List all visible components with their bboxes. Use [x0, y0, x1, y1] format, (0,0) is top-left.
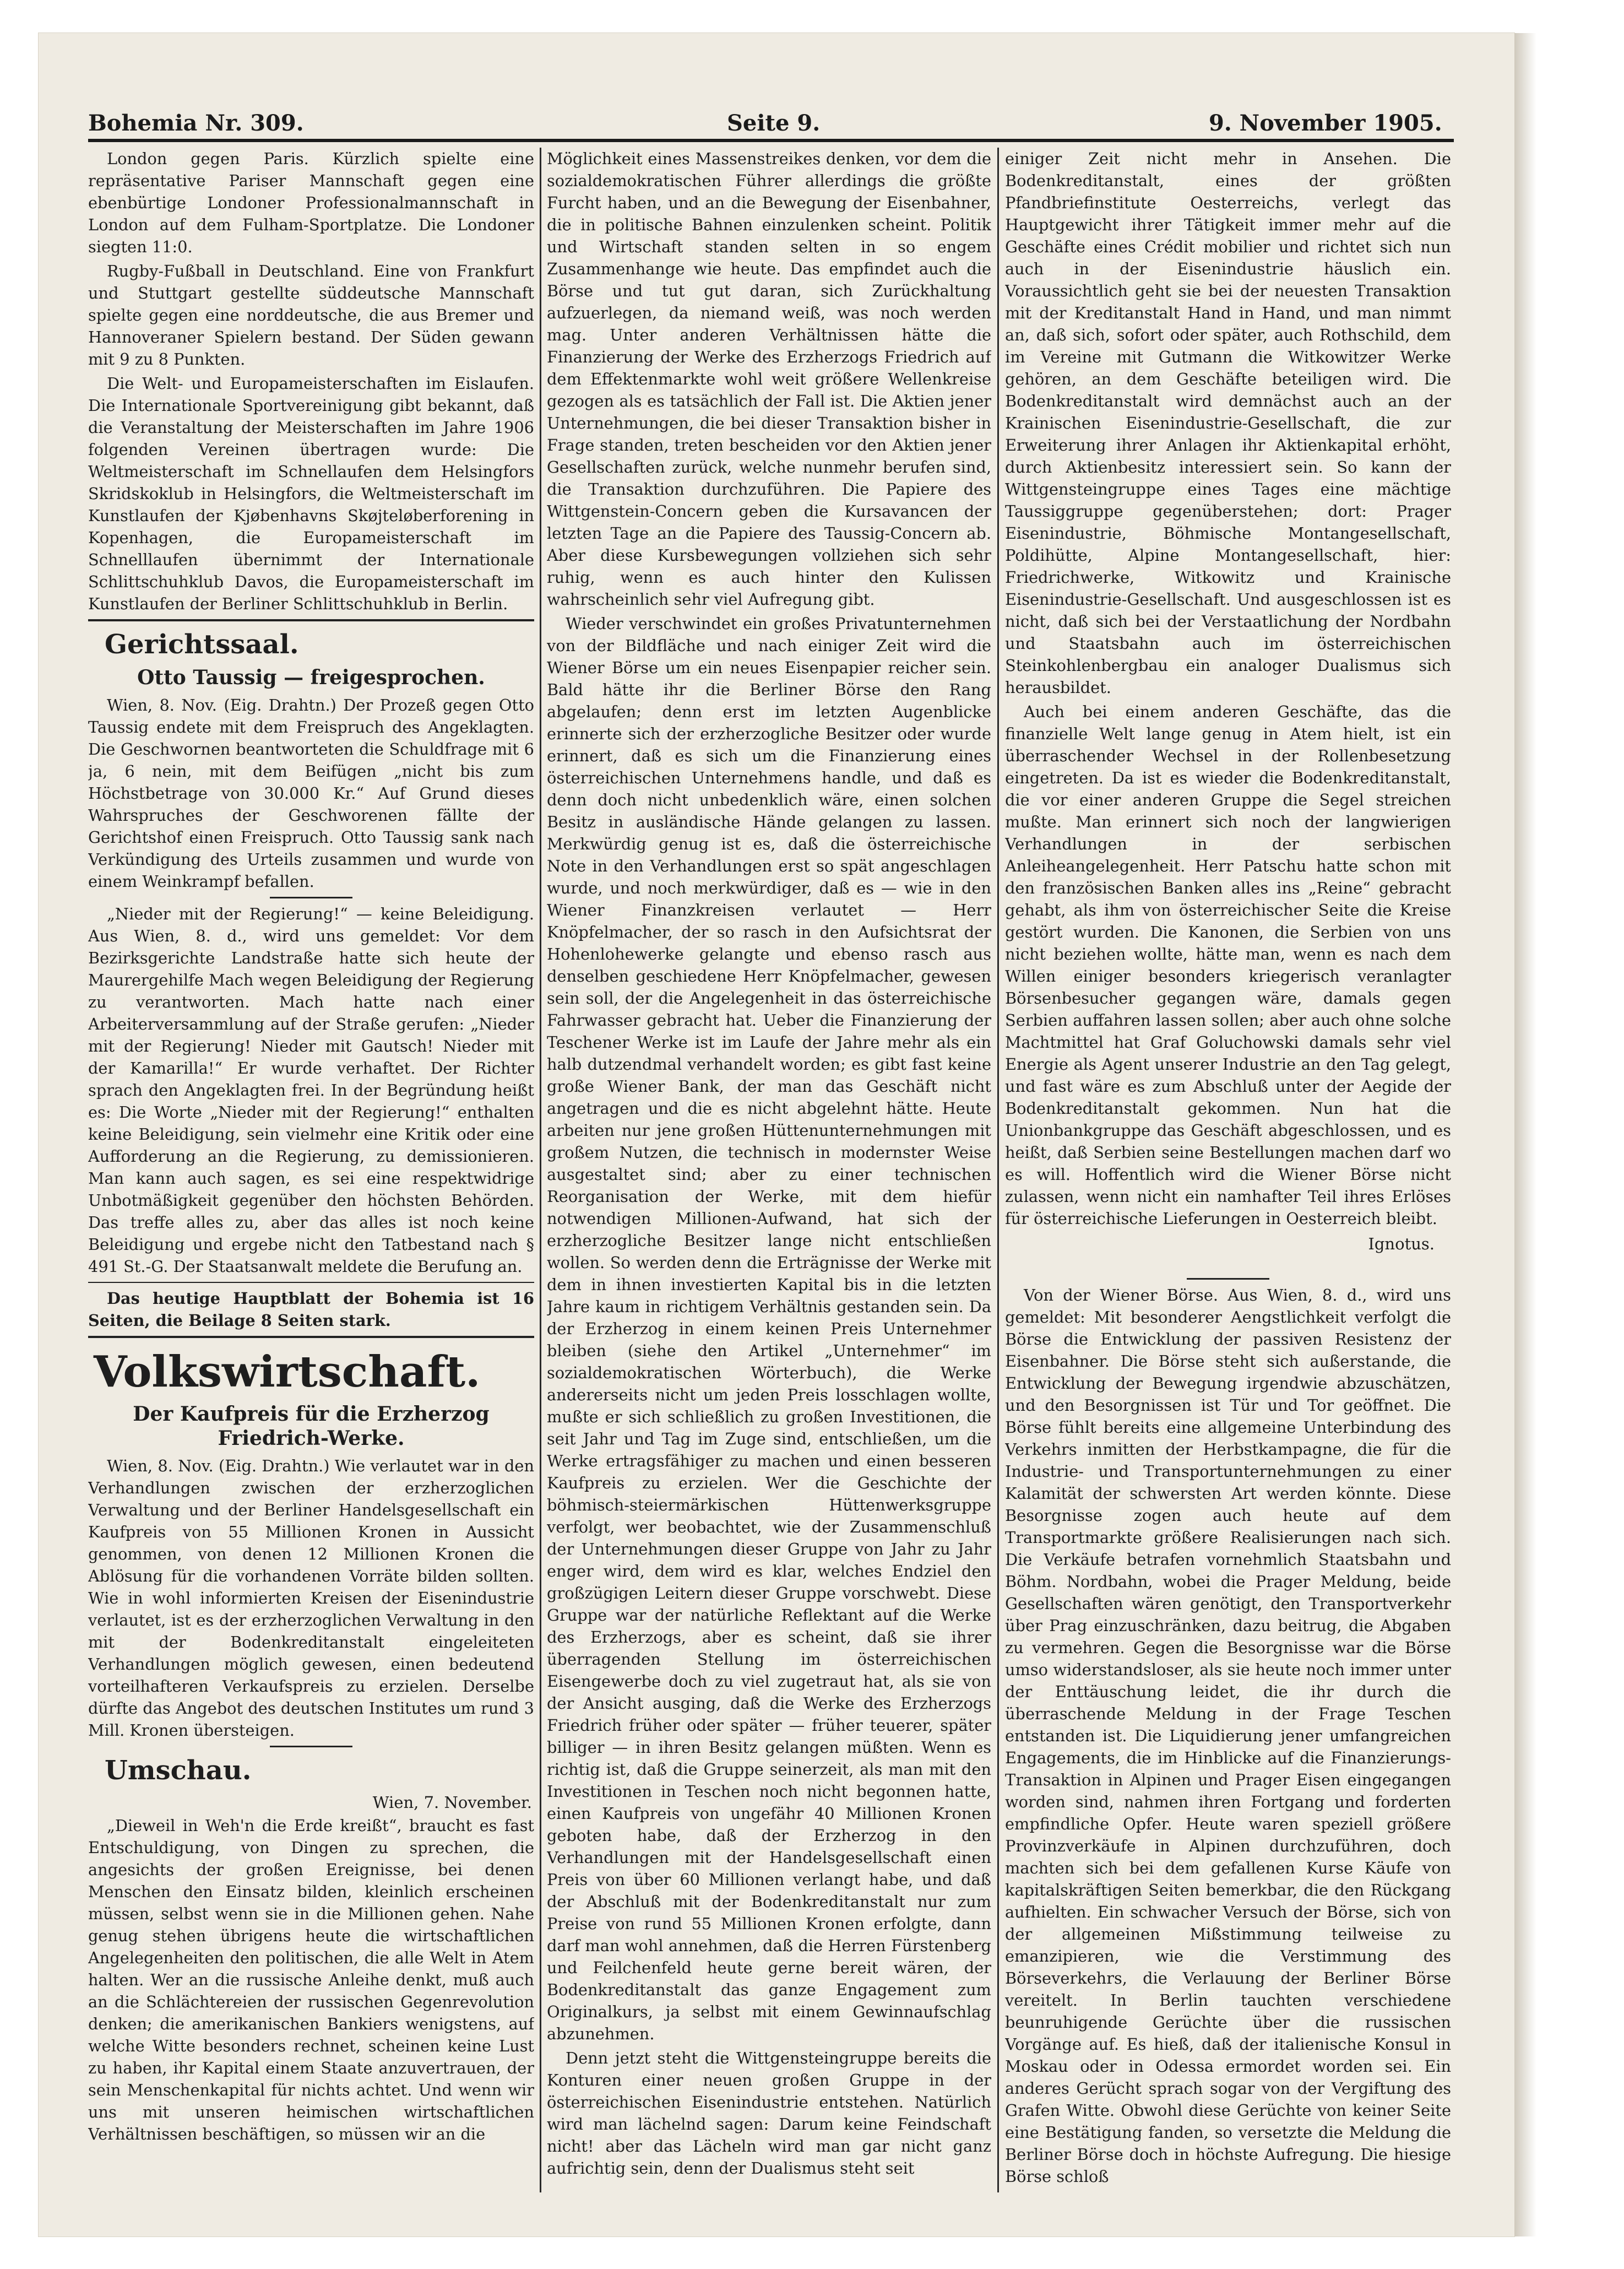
article-body-umschau-serbische-anleihe: Auch bei einem anderen Geschäfte, das die finanzielle Welt lange genug in Atem hielt, ist ein überraschender Wechsel in der Rollenbesetzung eingetreten. Da ist es wieder die Bodenkreditanstalt, die vor einer anderen Gruppe die Segel streichen mußte. Man erinnert sich noch der langwierigen Verhandlungen in der serbischen Anleiheangelegenheit. Herr Patschu hatte schon mit den französischen Banken alles ins „Reine“ gebracht gehabt, als ihm von österreichischer Seite die Kreise gestört wurden. Die Kanonen, die Serbien von uns nicht beziehen wollte, hätte man, wenn es nach dem Willen einiger besonders kriegerisch veranlagter Börsenbesucher gegangen wäre, damals gegen Serbien auffahren lassen sollen; aber auch ohne solche Machtmittel hat Graf Goluchowski damals sehr viel Energie als Agent unserer Industrie an den Tag gelegt, und fast wäre es zum Abschluß unter der Aegide der Bodenkreditanstalt gekommen. Nun hat die Unionbankgruppe das Geschäft abgeschlossen, und es heißt, daß Serbien seine Bestellungen machen darf wo es will. Hoffentlich wird die Wiener Börse nicht zulassen, wenn nicht ein namhafter Teil ihres Erlöses für österreichische Lieferungen in Oesterreich bleibt.: [1005, 702, 1451, 1228]
section-rule: [88, 619, 534, 621]
article-separator: [270, 1746, 352, 1747]
article-body-umschau-privatunternehmen: Wieder verschwindet ein großes Privatunternehmen von der Bildfläche und nach einiger Zeit wird die Wiener Börse um ein neues Eisenpapier reicher sein. Bald hätte ihr die Berliner Börse den Rang abgelaufen; denn erst im letzten Augenblicke erinnerte sich der erzherzogliche Besitzer oder wurde erinnert, daß es sich um die Finanzierung eines österreichischen Unternehmens handle, und daß es denn doch nicht unbedenklich wäre, einen solchen Besitz in ausländische Hände gelangen zu lassen. Merkwürdig genug ist es, daß die österreichische Note in den Verhandlungen erst so spät angeschlagen wurde, und noch merkwürdiger, daß es — wie in den Wiener Finanzkreisen verlautet — Herr Knöpfelmacher, der so rasch in den Aufsichtsrat der Hohenlohewerke gelangte und ebenso rasch aus denselben geschiedene Herr Knöpfelmacher, gewesen sein soll, der die Angelegenheit in das österreichische Fahrwasser gebracht hat. Ueber die Finanzierung der Teschener Werke ist im Laufe der Jahre mehr als ein halb dutzendmal verhandelt worden; es gibt fast keine große Wiener Bank, der man das Geschäft nicht angetragen und die es nicht abgelehnt hätte. Heute arbeiten nur jene großen Hüttenunternehmungen mit großem Nutzen, die technisch in modernster Weise ausgestaltet sind; aber zu einer technischen Reorganisation der Werke, mit dem hiefür notwendigen Millionen-Aufwand, hat sich der erzherzogliche Besitzer lange nicht entschließen wollen. So werden denn die Erträgnisse der Werke mit dem in ihnen investierten Kapital bis in die letzten Jahre kaum in richtigem Verhältnis gestanden sein. Da der Erzherzog in einem keinen Preis Unternehmer bleiben (siehe den Artikel „Unternehmer“ im sozialdemokratischen Wörterbuch), die Werke andererseits nicht um jeden Preis losschlagen wollte, mußte er sich schließlich zu großen Investitionen, die seit Jahr und Tag im Zuge sind, entschließen, um die Werke ertragsfähiger zu machen und einen besseren Kaufpreis zu erzielen. Wer die Geschichte der böhmisch-steiermärkischen Hüttenwerksgruppe verfolgt, wer beobachtet, wie der Zusammenschluß der Unternehmungen dieser Gruppe von Jahr zu Jahr enger wird, dem wird es klar, welches Endziel den großzügigen Leitern dieser Gruppe vorschwebt. Diese Gruppe war der natürliche Reflektant auf die Werke des Erzherzogs, aber es scheint, daß sie ihrer überragenden Stellung im österreichischen Eisengewerbe doch zu viel zugetraut hat, als sie von der Ansicht ausging, daß die Werke des Erzherzogs Friedrich früher oder später — früher teuerer, später billiger — in ihren Besitz gelangen müßten. Wenn es richtig ist, daß die Gruppe seinerzeit, als man mit den Investitionen in Teschen noch nicht begonnen hatte, einen Kaufpreis von ungefähr 40 Millionen Kronen geboten habe, daß der Erzherzog in den Verhandlungen mit der Handelsgesellschaft einen Preis von über 60 Millionen verlangt habe, und daß der Abschluß mit der Bodenkreditanstalt nur zum Preise von rund 55 Millionen Kronen erfolgte, dann darf man wohl annehmen, daß die Herren Fürstenberg und Feilchenfeld heute gerne bereit wären, der Bodenkreditanstalt das ganze Engagement zum Originalkurs, ja selbst mit einem Gewinnaufschlag abzunehmen.: [547, 614, 991, 2043]
section-rule: [88, 1336, 534, 1338]
page-count-notice: Das heutige Hauptblatt der Bohemia ist 16 Seiten, die Beilage 8 Seiten stark.: [88, 1289, 534, 1330]
section-title-volkswirtschaft: Volkswirtschaft.: [94, 1347, 481, 1397]
column-divider: [997, 148, 999, 2192]
article-body-taussig: Wien, 8. Nov. (Eig. Drahtn.) Der Prozeß gegen Otto Taussig endete mit dem Freispruch des Angeklagten. Die Geschwornen beantworteten die Schuldfrage mit 6 ja, 6 nein, mit dem Beifügen „nicht bis zum Höchstbetrage von 30.000 Kr.“ Auf Grund dieses Wahrspruches der Geschworenen fällte der Gerichtshof einen Freispruch. Otto Taussig sank nach Verkündigung des Urteils zusammen und wurde von einem Weinkrampf befallen.: [88, 696, 534, 891]
column-divider: [540, 148, 541, 2192]
sports-item-london-paris: London gegen Paris. Kürzlich spielte eine repräsentative Pariser Mannschaft gegen eine ebenbürtige Londoner Professionalmannschaft in London auf dem Fulham-Sportplatze. Die Londoner siegten 11:0.: [88, 149, 534, 256]
article-headline-kaufpreis: Der Kaufpreis für die Erzherzog Friedrich-Werke.: [133, 1402, 490, 1450]
column-1: [88, 148, 534, 2192]
article-body-kaufpreis: Wien, 8. Nov. (Eig. Drahtn.) Wie verlautet war in den Verhandlungen zwischen der erzherzoglichen Verwaltung und der Berliner Handelsgesellschaft ein Kaufpreis von 55 Millionen Kronen in Aussicht genommen, von denen 12 Millionen Kronen die Ablösung für die vorhandenen Vorräte bilden sollten. Wie in wohl informierten Kreisen der Eisenindustrie verlautet, ist es der erzherzoglichen Verwaltung in den mit der Bodenkreditanstalt eingeleiteten Verhandlungen möglich gewesen, einen bedeutend vorteilhafteren Verkaufspreis zu erzielen. Derselbe dürfte das Angebot des deutschen Institutes um rund 3 Mill. Kronen übersteigen.: [88, 1456, 534, 1740]
article-headline-taussig: Otto Taussig — freigesprochen.: [137, 666, 485, 689]
author-signature: Ignotus.: [1368, 1234, 1435, 1253]
article-body-umschau-continued: Möglichkeit eines Massenstreikes denken, vor dem die sozialdemokratischen Führer allerdings die größte Furcht haben, und an die Bewegung der Eisenbahner, die in politische Bahnen einzulenken scheint. Politik und Wirtschaft standen selten in so engem Zusammenhange wie heute. Das empfindet auch die Börse und tut gut daran, sich Zurückhaltung aufzuerlegen, da niemand weiß, was noch werden mag. Unter anderen Verhältnissen hätte die Finanzierung der Werke des Erzherzogs Friedrich auf dem Effektenmarkte wohl weit größere Wellenkreise gezogen als es tatsächlich der Fall ist. Die Aktien jener Unternehmungen, die bei dieser Transaktion bisher in Frage standen, treten bescheiden vor den Aktien jener Gesellschaften zurück, welche nunmehr berufen sind, die Transaktion durchzuführen. Die Papiere des Wittgenstein-Concern geben die Kursavancen der letzten Tage an die Papiere des Taussig-Concern ab. Aber diese Kursbewegungen vollziehen sich sehr ruhig, wenn es auch hinter den Kulissen wahrscheinlich sehr viel Aufregung gibt.: [547, 149, 991, 609]
masthead-page-number: Seite 9.: [727, 110, 821, 136]
sports-item-skating-championships: Die Welt- und Europameisterschaften im Eislaufen. Die Internationale Sportvereinigung gibt bekannt, daß die Veranstaltung der Meisterschaften im Jahre 1906 folgenden Vereinen übertragen wurde: Die Weltmeisterschaft im Schnellaufen dem Helsingfors Skridskoklub in Helsingfors, die Weltmeisterschaft im Kunstlaufen der Kjøbenhavns Skøjteløberforening in Kopenhagen, die Europameisterschaft im Schnelllaufen übernimmt der Internationale Schlittschuhklub Davos, die Europameisterschaft im Kunstlaufen der Berliner Schlittschuhklub in Berlin.: [88, 374, 534, 613]
article-body-nieder-mit-der-regierung: „Nieder mit der Regierung!“ — keine Beleidigung. Aus Wien, 8. d., wird uns gemeldet: Vor dem Bezirksgerichte Landstraße hatte sich heute der Maurergehilfe Mach wegen Beleidigung der Regierung zu verantworten. Mach hatte nach einer Arbeiterversammlung auf der Straße gerufen: „Nieder mit der Regierung! Nieder mit Gautsch! Nieder mit der Kamarilla!“ Er wurde verhaftet. Der Richter sprach den Angeklagten frei. In der Begründung heißt es: Die Worte „Nieder mit der Regierung!“ enthalten keine Beleidigung, sein vielmehr eine Kritik oder eine Aufforderung an die Regierung, zu demissionieren. Man kann auch sagen, es sei eine respektwidrige Unbotmäßigkeit gegenüber den höchsten Behörden. Das treffe alles zu, aber das alles ist noch keine Beleidigung und ergebe nicht den Tatbestand nach § 491 St.-G. Der Staatsanwalt meldete die Berufung an.: [88, 905, 534, 1276]
article-body-umschau: „Dieweil in Weh'n die Erde kreißt“, braucht es fast Entschuldigung, von Dingen zu sprechen, die angesichts der großen Ereignisse, bei denen Menschen den Einsatz bilden, kleinlich erscheinen müssen, selbst wenn sie in die Millionen gehen. Nahe genug stehen übrigens heute die wirtschaftlichen Angelegenheiten den politischen, die alle Welt in Atem halten. Wer an die russische Anleihe denkt, muß auch an die Schlächtereien der russischen Gegenrevolution denken; die amerikanischen Bankiers wenigstens, auf welche Witte besonders rechnet, scheinen keine Lust zu haben, ihr Kapital einem Staate anzuvertrauen, der sein Menschenkapital für nichts achtet. Und wenn wir uns mit unseren heimischen wirtschaftlichen Verhältnissen beschäftigen, so müssen wir an die: [88, 1816, 534, 2143]
umschau-dateline: Wien, 7. November.: [372, 1793, 532, 1812]
article-separator: [270, 897, 352, 898]
column-2: [547, 148, 991, 2192]
notice-rule: [88, 1282, 534, 1283]
article-body-umschau-wittgensteingruppe: Denn jetzt steht die Wittgensteingruppe bereits die Konturen einer neuen großen Gruppe in der österreichischen Eisenindustrie entstehen. Natürlich wird man lächelnd sagen: Darum keine Feindschaft nicht! aber das Lächeln wird man gar nicht ganz aufrichtig sein, denn der Dualismus steht seit: [547, 2049, 991, 2178]
section-title-gerichtssaal: Gerichtssaal.: [105, 629, 299, 660]
masthead-date: 9. November 1905.: [1209, 110, 1442, 136]
page-edge-shadow: [1514, 33, 1536, 2236]
column-3: [1005, 148, 1451, 2192]
article-body-umschau-bodenkreditanstalt: einiger Zeit nicht mehr in Ansehen. Die Bodenkreditanstalt, eines der größten Pfandbriefinstitute Oesterreichs, verlegt das Hauptgewicht ihrer Tätigkeit immer mehr auf die Geschäfte eines Crédit mobilier und richtet sich nun auch in der Eisenindustrie häuslich ein. Voraussichtlich geht sie bei der neuesten Transaktion mit der Kreditanstalt Hand in Hand, und man nimmt an, daß sich, sofort oder später, auch Rothschild, dem im Vereine mit Gutmann die Witkowitzer Werke gehören, an dem Geschäfte beteiligen wird. Die Bodenkreditanstalt wird demnächst auch an der Krainischen Eisenindustrie-Gesellschaft, die zur Erweiterung ihrer Anlagen ihr Aktienkapital erhöht, durch Aktienbesitz interessiert sein. So kann der Wittgensteingruppe eines Tages eine mächtige Taussiggruppe gegenüberstehen; dort: Prager Eisenindustrie, Böhmische Montangesellschaft, Poldihütte, Alpine Montangesellschaft, hier: Friedrichwerke, Witkowitz und Krainische Eisenindustrie-Gesellschaft. Und ausgeschlossen ist es nicht, daß sich bei der Verstaatlichung der Nordbahn und Staatsbahn auch im österreichischen Steinkohlenbergbau ein analoger Dualismus sich herausbildet.: [1005, 149, 1451, 697]
masthead-rule: [88, 139, 1454, 142]
article-separator: [1187, 1278, 1269, 1280]
sports-item-rugby: Rugby-Fußball in Deutschland. Eine von Frankfurt und Stuttgart gestellte süddeutsche Mannschaft spielte gegen eine norddeutsche, die aus Bremer und Hannoveraner Spielern bestand. Der Süden gewann mit 9 zu 8 Punkten.: [88, 262, 534, 369]
section-title-umschau: Umschau.: [105, 1755, 252, 1786]
article-body-wiener-boerse: Von der Wiener Börse. Aus Wien, 8. d., wird uns gemeldet: Mit besonderer Aengstlichkeit verfolgt die Börse die Entwicklung der passiven Resistenz der Eisenbahner. Die Börse steht sich außerstande, die Entwicklung der Bewegung irgendwie abzuschätzen, und den Besorgnissen ist Tür und Tor geöffnet. Die Börse fühlt bereits eine allgemeine Unterbindung des Verkehrs inmitten der Herbstkampagne, die für die Industrie- und Transportunternehmungen zu einer Kalamität der schwersten Art werden könnte. Diese Besorgnisse zogen auch heute auf dem Transportmarkte größere Realisierungen nach sich. Die Verkäufe betrafen vornehmlich Staatsbahn und Böhm. Nordbahn, wobei die Prager Meldung, beide Gesellschaften wären genötigt, den Transportverkehr über Prag einzuschränken, dazu beitrug, die Abgaben zu vermehren. Gegen die Besorgnisse war die Börse umso widerstandsloser, als sie heute noch immer unter der Enttäuschung leidet, die ihr durch die überraschende Meldung in der Frage Teschen entstanden ist. Die Liquidierung jener umfangreichen Engagements, die im Hinblicke auf die Finanzierungs-Transaktion in Alpinen und Prager Eisen eingegangen worden sind, nahmen ihren Fortgang und forderten empfindliche Opfer. Heute waren speziell größere Provinzverkäufe in Alpinen durchzuführen, doch machten sich bei dem gefallenen Kurse Käufe von kapitalskräftigen Seiten bemerkbar, die den Rückgang aufhielten. Ein schwacher Versuch der Börse, sich von der allgemeinen Mißstimmung teilweise zu emanzipieren, wie die Verstimmung des Börseverkehrs, die Verlauung der Berliner Börse vereitelt. In Berlin tauchten verschiedene beunruhigende Gerüchte über die russischen Vorgänge auf. Es hieß, daß der italienische Konsul in Moskau oder in Odessa ermordet worden sei. Ein anderes Gerücht sprach sogar von der Vergiftung des Grafen Witte. Obwohl diese Gerüchte von keiner Seite eine Bestätigung fanden, so versetzte die Meldung die Berliner Börse doch in höchste Aufregung. Die hiesige Börse schloß: [1005, 1286, 1451, 2186]
masthead-issue: Bohemia Nr. 309.: [88, 110, 304, 136]
